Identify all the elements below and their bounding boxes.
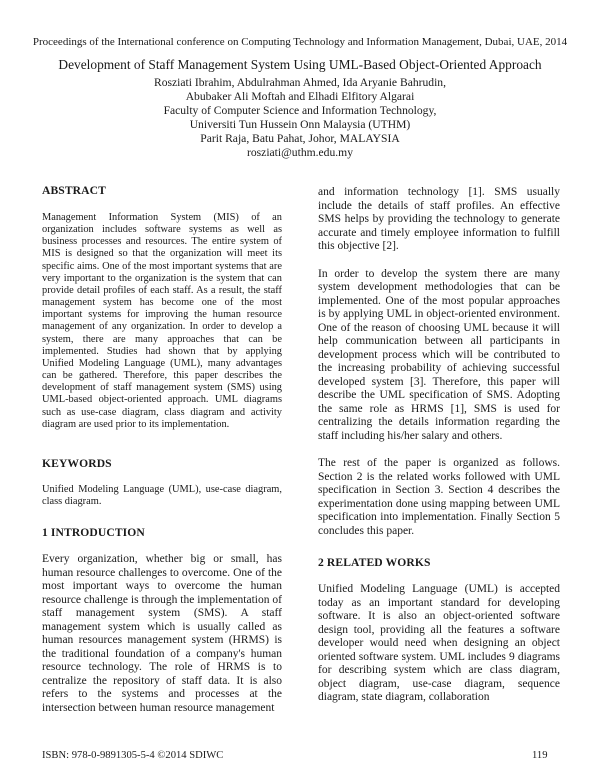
introduction-heading: 1 INTRODUCTION — [42, 526, 145, 540]
right-column — [318, 186, 560, 705]
email-line: rosziati@uthm.edu.my — [247, 146, 353, 159]
proceedings-header: Proceedings of the International conference on Computing Technology and Information Management, Dubai, UAE, 2014 — [32, 36, 568, 48]
affiliation-line-1: Faculty of Computer Science and Information Technology, — [163, 104, 437, 117]
keywords-text: Unified Modeling Language (UML), use-case diagram, class diagram. — [42, 483, 282, 508]
introduction-paragraph-2: In order to develop the system there are many system development methodologies that can be implemented. One of the most popular approaches is by applying UML in object-oriented environment. One of the reason of choosing UML because it will help communication between all participants in development process which will be contributed to the increasing probability of achieving successful developed system [3]. Therefore, this paper will describe the UML specification of SMS. Adopting the same role as HRMS [1], SMS is used for centralizing the details information regarding the staff including his/her salary and others. — [318, 267, 560, 442]
isbn-footer: ISBN: 978-0-9891305-5-4 ©2014 SDIWC — [42, 750, 224, 761]
introduction-paragraph-3: The rest of the paper is organized as follows. Section 2 is the related works followed with UML specification in Section 3. Section 4 describes the experimentation done using mapping between UML specification into implementation. Finally Section 5 concludes this paper. — [318, 457, 560, 537]
author-block — [0, 76, 600, 160]
authors-line-2: Abubaker Ali Moftah and Elhadi Elfitory Algarai — [185, 90, 415, 103]
keywords-heading: KEYWORDS — [42, 456, 112, 470]
authors-line-1: Rosziati Ibrahim, Abdulrahman Ahmed, Ida Aryanie Bahrudin, — [153, 76, 447, 89]
related-works-heading: 2 RELATED WORKS — [318, 556, 431, 569]
address-line: Parit Raja, Batu Pahat, Johor, MALAYSIA — [200, 132, 400, 145]
paper-title: Development of Staff Management System Using UML-Based Object-Oriented Approach — [58, 57, 542, 72]
related-works-paragraph-1: Unified Modeling Language (UML) is accepted today as an important standard for developing software. It is also an object-oriented software design tool, providing all the features a software developer would need when designing an object oriented software system. UML includes 9 diagrams for describing system which are class diagram, object diagram, use-case diagram, sequence diagram, state diagram, collaboration — [318, 583, 560, 703]
affiliation-line-2: Universiti Tun Hussein Onn Malaysia (UTHM) — [189, 118, 411, 131]
introduction-paragraph-1-continued: and information technology [1]. SMS usually include the details of staff profiles. An effective SMS helps by providing the technology to generate accurate and timely employee information to fulfill this objective [2]. — [318, 186, 560, 252]
page-number: 119 — [532, 750, 548, 761]
abstract-heading: ABSTRACT — [42, 184, 106, 197]
introduction-paragraph-1: Every organization, whether big or small, has human resource challenges to overcome. One of the most important ways to overcome the human resource challenge is through the implementation of staff management system (SMS). A staff management system which is usually called as human resources management system (HRMS) is the traditional foundation of a company's human resource technology. The role of HRMS is to centralize the repository of staff data. It is also refers to the systems and processes at the intersection between human resource management — [42, 553, 282, 714]
left-column — [42, 184, 282, 715]
abstract-text: Management Information System (MIS) of an organization includes software systems as well as business processes and resources. The entire system of MIS is designed so that the organization will meet its specific aims. One of the most important systems that are very important to the organization is the system that can provide detail profiles of each staff. As a result, the staff management system has become one of the most important systems for improving the human resource management of any organization. In order to develop a system, there are many approaches that can be implemented. Studies had shown that by applying Unified Modeling Language (UML), many advantages can be gathered. Therefore, this paper describes the development of staff management system (SMS) using UML-based object-oriented approach. UML diagrams such as use-case diagram, class diagram and activity diagram are used prior to its implementation. — [42, 212, 282, 430]
